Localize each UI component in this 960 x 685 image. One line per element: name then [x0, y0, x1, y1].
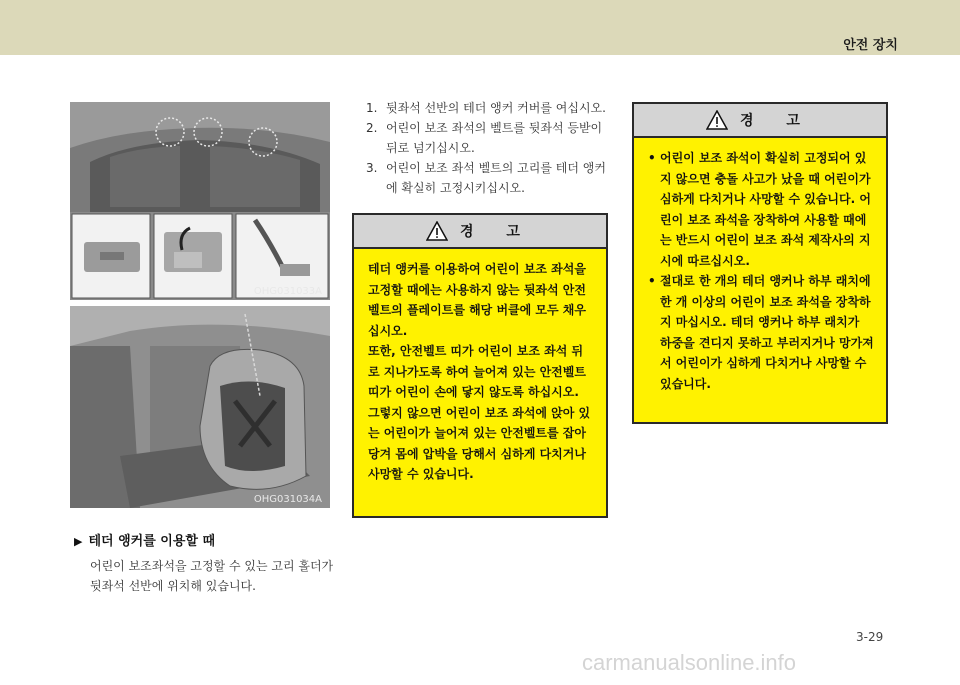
- bullet: •: [648, 274, 656, 288]
- warning-title: 경 고: [460, 224, 534, 240]
- warning-list: [648, 148, 874, 394]
- warning-box: [632, 102, 888, 424]
- step-list: [366, 98, 614, 198]
- section-body: 어린이 보조좌석을 고정할 수 있는 고리 홀더가 뒷좌석 선반에 위치해 있습니다.: [90, 559, 334, 593]
- warning-box: [352, 213, 608, 518]
- warning-list-item: [648, 148, 874, 271]
- warning-body: [634, 138, 886, 394]
- warning-paragraph: 또한, 안전벨트 띠가 어린이 보조 좌석 뒤로 지나가도록 하여 늘어져 있는 안전벨트 띠가 어린이 손에 닿지 않도록 하십시오. 그렇지 않으면 어린이 보조 좌석에 앉아 있는 어린이가 늘어져 있는 안전벨트를 잡아 당겨 몸에 압박을 당해서 심하게 다치거나 사망할 수 있습니다.: [368, 344, 591, 481]
- section-heading-text: 테더 앵커를 이용할 때: [88, 534, 216, 549]
- triangle-right-icon: ▶: [74, 535, 83, 548]
- step-item: [366, 98, 614, 118]
- step-text: 뒷좌석 선반의 테더 앵커 커버를 여십시오.: [386, 101, 606, 115]
- step-number: 2.: [366, 121, 378, 135]
- page-number: 3-29: [856, 630, 884, 644]
- bullet: •: [648, 151, 656, 165]
- section-title: 안전 장치: [843, 38, 898, 53]
- figure-tether-anchor: [70, 102, 330, 300]
- step-number: 3.: [366, 161, 378, 175]
- step-text: 어린이 보조 좌석 벨트의 고리를 테더 앵커에 확실히 고정시키십시오.: [386, 161, 606, 195]
- warning-item-text: 절대로 한 개의 테더 앵커나 하부 래치에 한 개 이상의 어린이 보조 좌석을 장착하지 마십시오. 테더 앵커나 하부 래치가 하중을 견디지 못하고 부러지거나 망가져서 어린이가 심하게 다치거나 사망할 수 있습니다.: [660, 274, 874, 391]
- header-band: [0, 0, 960, 55]
- warning-title: 경 고: [740, 113, 814, 129]
- step-item: [366, 118, 614, 158]
- rear-shelf-illustration: [70, 102, 330, 300]
- warning-body: [354, 249, 606, 485]
- step-number: 1.: [366, 101, 378, 115]
- warning-triangle-icon: [426, 221, 448, 241]
- step-item: [366, 158, 614, 198]
- child-seat-illustration: [70, 306, 330, 508]
- watermark-link[interactable]: carmanualsonline.info: [582, 650, 797, 675]
- warning-list-item: [648, 271, 874, 394]
- step-text: 어린이 보조 좌석의 벨트를 뒷좌석 등받이 뒤로 넘기십시오.: [386, 121, 603, 155]
- figure-code: OHG031033A: [253, 286, 322, 297]
- warning-header: [634, 104, 886, 138]
- warning-header: [354, 215, 606, 249]
- warning-paragraph: 테더 앵커를 이용하여 어린이 보조 좌석을 고정할 때에는 사용하지 않는 뒷좌석 안전벨트의 플레이트를 해당 버클에 모두 채우십시오.: [368, 262, 586, 338]
- warning-triangle-icon: [706, 110, 728, 130]
- section-heading: [74, 530, 215, 549]
- figure-code: OHG031034A: [253, 494, 322, 505]
- warning-item-text: 어린이 보조 좌석이 확실히 고정되어 있지 않으면 충돌 사고가 났을 때 어린이가 심하게 다치거나 사망할 수 있습니다. 어린이 보조 좌석을 장착하여 사용할 때에는 반드시 어린이 보조 좌석 제작사의 지시에 따르십시오.: [660, 151, 871, 268]
- figure-child-seat: [70, 306, 330, 508]
